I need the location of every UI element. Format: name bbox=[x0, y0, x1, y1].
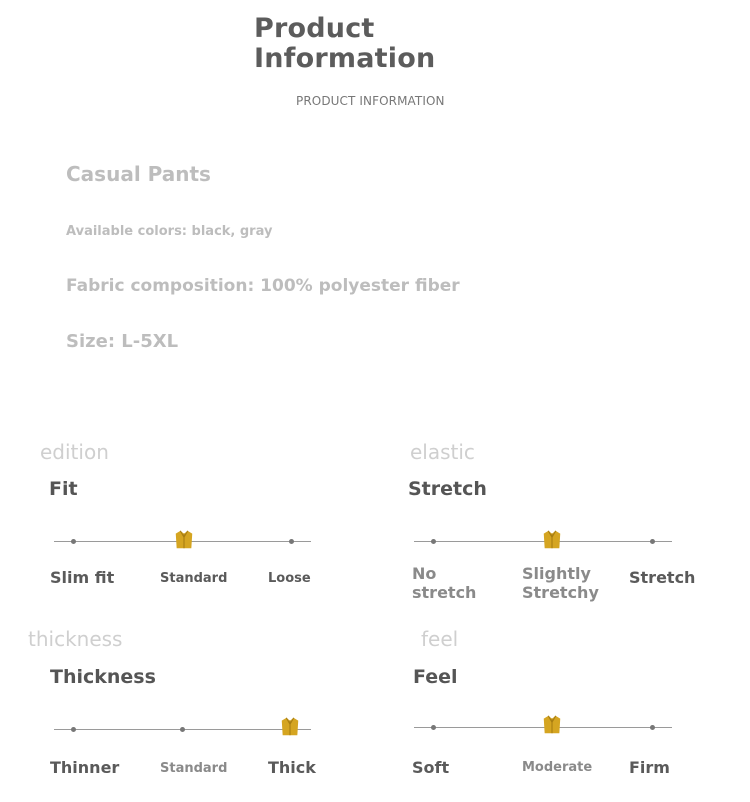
fit-faint-label: edition bbox=[40, 440, 109, 464]
product-name: Casual Pants bbox=[66, 162, 211, 186]
fit-dot-slim bbox=[71, 539, 76, 544]
stretch-faint-label: elastic bbox=[410, 440, 475, 464]
stretch-dot-full bbox=[650, 539, 655, 544]
feel-option-firm: Firm bbox=[629, 758, 670, 777]
thickness-option-thinner: Thinner bbox=[50, 758, 120, 777]
stretch-label: Stretch bbox=[408, 478, 487, 500]
jacket-icon bbox=[541, 714, 563, 736]
thickness-option-thick: Thick bbox=[268, 758, 316, 777]
stretch-option-slight: Slightly Stretchy bbox=[522, 564, 599, 602]
feel-dot-firm bbox=[650, 725, 655, 730]
jacket-icon bbox=[173, 529, 195, 551]
stretch-option-none: No stretch bbox=[412, 564, 477, 602]
feel-option-soft: Soft bbox=[412, 758, 450, 777]
thickness-dot-standard bbox=[180, 727, 185, 732]
product-fabric: Fabric composition: 100% polyester fiber bbox=[66, 276, 460, 296]
thickness-dot-thin bbox=[71, 727, 76, 732]
page-subtitle: PRODUCT INFORMATION bbox=[296, 94, 445, 108]
feel-label: Feel bbox=[413, 666, 458, 688]
product-colors: Available colors: black, gray bbox=[66, 224, 273, 239]
thickness-faint-label: thickness bbox=[28, 627, 123, 651]
stretch-option-stretch: Stretch bbox=[629, 568, 696, 587]
fit-dot-loose bbox=[289, 539, 294, 544]
jacket-icon bbox=[541, 529, 563, 551]
feel-option-moderate: Moderate bbox=[522, 760, 593, 775]
product-size: Size: L-5XL bbox=[66, 331, 179, 352]
feel-dot-soft bbox=[431, 725, 436, 730]
jacket-icon bbox=[279, 716, 301, 738]
fit-option-standard: Standard bbox=[160, 571, 228, 586]
fit-label: Fit bbox=[49, 478, 78, 500]
thickness-option-standard: Standard bbox=[160, 761, 228, 776]
fit-option-loose: Loose bbox=[268, 571, 311, 586]
thickness-label: Thickness bbox=[50, 666, 156, 688]
page-title: Product Information bbox=[254, 13, 436, 74]
stretch-dot-none bbox=[431, 539, 436, 544]
feel-faint-label: feel bbox=[421, 627, 459, 651]
fit-option-slim: Slim fit bbox=[50, 568, 115, 587]
